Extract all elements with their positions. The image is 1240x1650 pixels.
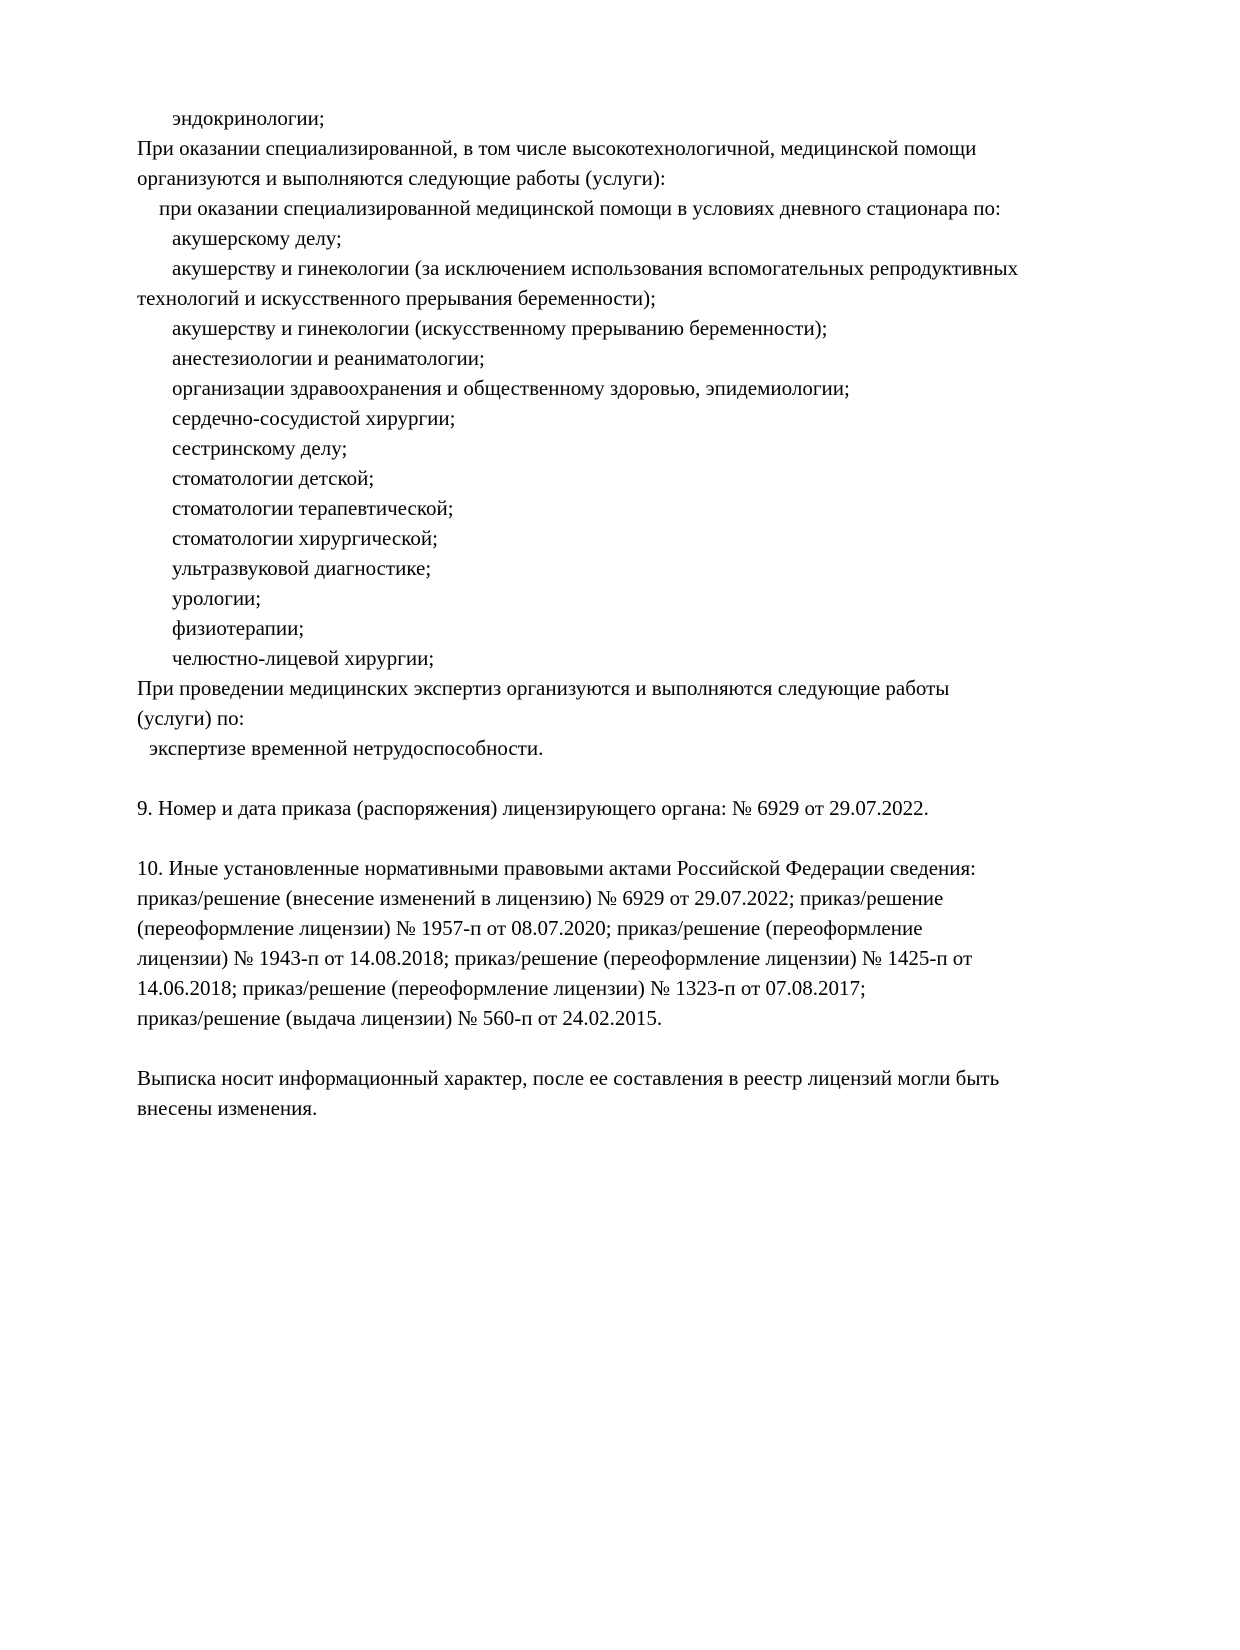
disclaimer-line-1: Выписка носит информационный характер, после ее составления в реестр лицензий могли быть (137, 1066, 1000, 1090)
section-10-line-4: лицензии) № 1943-п от 14.08.2018; приказ/решение (переоформление лицензии) № 1425-п от (137, 946, 973, 970)
document-text-block (137, 103, 1170, 1123)
blank-line (137, 763, 1170, 793)
disclaimer-line-2: внесены изменения. (137, 1096, 318, 1120)
list-item-obstetrics: акушерскому делу; (172, 226, 342, 250)
section-10-line-2: приказ/решение (внесение изменений в лицензию) № 6929 от 29.07.2022; приказ/решение (137, 886, 944, 910)
blank-line (137, 823, 1170, 853)
list-item-obstetrics-gynecology-line-1: акушерству и гинекологии (за исключением использования вспомогательных репродуктивных (172, 256, 1019, 280)
section-10-line-6: приказ/решение (выдача лицензии) № 560-п от 24.02.2015. (137, 1006, 663, 1030)
list-item-maxillofacial-surgery: челюстно-лицевой хирургии; (172, 646, 435, 670)
list-item-surgical-dentistry: стоматологии хирургической; (172, 526, 438, 550)
list-item-abortion: акушерству и гинекологии (искусственному прерыванию беременности); (172, 316, 828, 340)
list-item-endocrinology: эндокринологии; (172, 106, 325, 130)
list-item-cardiovascular-surgery: сердечно-сосудистой хирургии; (172, 406, 456, 430)
list-item-temporary-disability-expertise: экспертизе временной нетрудоспособности. (149, 736, 544, 760)
paragraph-specialized-care-line-1: При оказании специализированной, в том числе высокотехнологичной, медицинской помощи (137, 136, 977, 160)
section-9-order-number-date: 9. Номер и дата приказа (распоряжения) лицензирующего органа: № 6929 от 29.07.2022. (137, 796, 929, 820)
paragraph-medical-expertise-line-2: (услуги) по: (137, 706, 245, 730)
paragraph-specialized-care-line-2: организуются и выполняются следующие работы (услуги): (137, 166, 666, 190)
section-10-line-1: 10. Иные установленные нормативными правовыми актами Российской Федерации сведения: (137, 856, 977, 880)
paragraph-medical-expertise-line-1: При проведении медицинских экспертиз организуются и выполняются следующие работы (137, 676, 950, 700)
list-item-therapeutic-dentistry: стоматологии терапевтической; (172, 496, 454, 520)
list-item-health-organization: организации здравоохранения и общественному здоровью, эпидемиологии; (172, 376, 850, 400)
list-item-obstetrics-gynecology-line-2: технологий и искусственного прерывания беременности); (137, 286, 656, 310)
subheading-day-hospital: при оказании специализированной медицинской помощи в условиях дневного стационара по: (159, 196, 1001, 220)
list-item-physiotherapy: физиотерапии; (172, 616, 305, 640)
list-item-urology: урологии; (172, 586, 262, 610)
blank-line (137, 1033, 1170, 1063)
list-item-pediatric-dentistry: стоматологии детской; (172, 466, 375, 490)
section-10-line-5: 14.06.2018; приказ/решение (переоформление лицензии) № 1323-п от 07.08.2017; (137, 976, 866, 1000)
section-10-line-3: (переоформление лицензии) № 1957-п от 08.07.2020; приказ/решение (переоформление (137, 916, 923, 940)
list-item-nursing: сестринскому делу; (172, 436, 348, 460)
list-item-anesthesiology: анестезиологии и реаниматологии; (172, 346, 485, 370)
list-item-ultrasound-diagnostics: ультразвуковой диагностике; (172, 556, 432, 580)
